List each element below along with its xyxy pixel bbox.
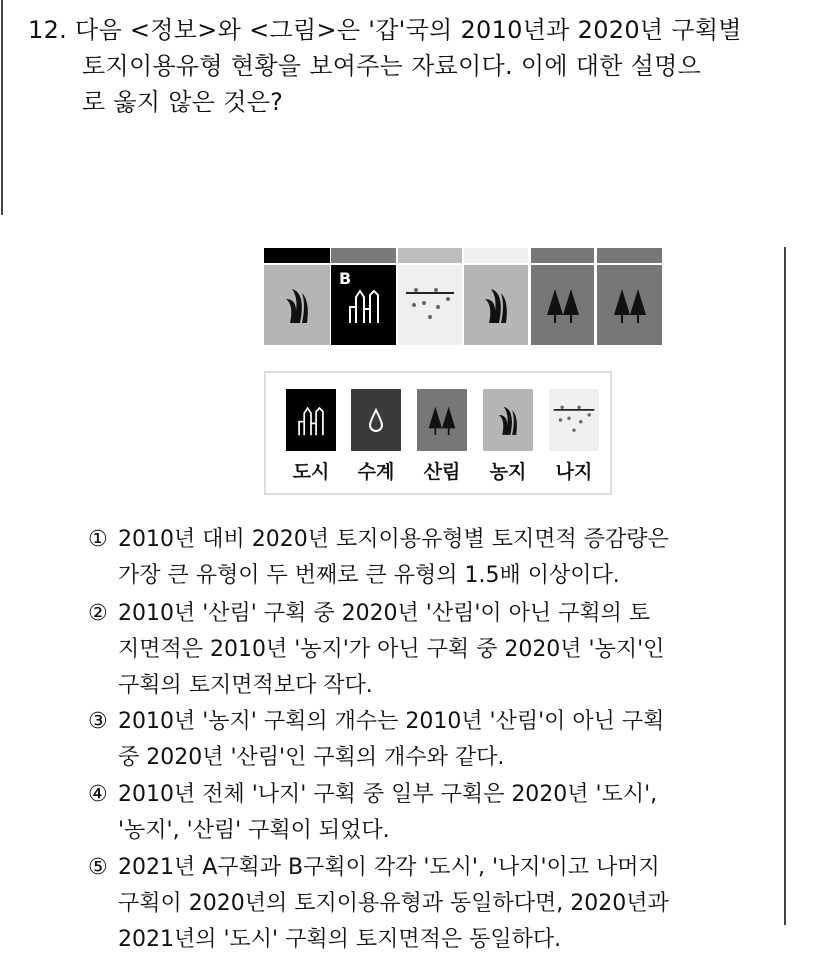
- option-line: 2010년 '산림' 구획 중 2020년 '산림'이 아닌 구획의 토: [118, 601, 651, 626]
- grid-cell-forest: [597, 265, 662, 345]
- legend-item-farmland: [483, 389, 533, 484]
- question-stem: [28, 12, 742, 120]
- grid-cell-top: [531, 248, 594, 263]
- grid-cell-farmland: [264, 265, 330, 345]
- answer-option-1[interactable]: [88, 522, 669, 594]
- city-icon: [296, 403, 326, 437]
- question-line: 로 옳지 않은 것은?: [82, 88, 284, 116]
- legend-label: 수계: [357, 461, 395, 483]
- question-line: 토지이용유형 현황을 보여주는 자료이다. 이에 대한 설명으: [82, 52, 702, 80]
- left-border: [1, 0, 3, 215]
- farmland-icon: [494, 403, 522, 437]
- forest-icon: [427, 403, 457, 437]
- forest-icon: [612, 285, 648, 325]
- parcel-label-b: B: [339, 269, 352, 288]
- option-line: '농지', '산림' 구획이 되었다.: [118, 818, 390, 843]
- grid-cell-top: [464, 248, 528, 263]
- answer-option-3[interactable]: [88, 704, 664, 776]
- option-line: 구획이 2020년의 토지이용유형과 동일하다면, 2020년과: [118, 891, 669, 916]
- city-icon: [347, 285, 381, 325]
- option-line: 2021년 A구획과 B구획이 각각 '도시', '나지'이고 나머지: [118, 855, 660, 880]
- question-line: 12. 다음 <정보>와 <그림>은 '갑'국의 2010년과 2020년 구획별: [28, 16, 742, 44]
- option-line: 지면적은 2010년 '농지'가 아닌 구획 중 2020년 '농지'인: [118, 637, 665, 662]
- farmland-icon: [479, 285, 513, 325]
- water-drop-icon: [368, 408, 384, 432]
- legend-item-water: [351, 389, 401, 484]
- grid-cell-top: [264, 248, 330, 263]
- answer-option-5[interactable]: [88, 850, 669, 958]
- legend-label: 산림: [423, 461, 461, 483]
- legend-label: 나지: [555, 461, 593, 483]
- option-line: 2010년 전체 '나지' 구획 중 일부 구획은 2020년 '도시',: [118, 782, 658, 807]
- option-number: ④: [88, 782, 108, 807]
- grid-cell-city-b: [331, 265, 396, 345]
- legend-label: 농지: [489, 461, 527, 483]
- legend-item-bare-land: [549, 389, 599, 484]
- option-line: 구획의 토지면적보다 작다.: [118, 673, 373, 698]
- option-number: ①: [88, 527, 108, 552]
- legend: [264, 371, 612, 495]
- forest-icon: [545, 285, 581, 325]
- legend-label: 도시: [292, 461, 330, 483]
- answer-option-4[interactable]: [88, 777, 657, 849]
- bare-land-icon: [552, 403, 596, 437]
- grid-cell-top: [331, 248, 396, 263]
- grid-cell-bare-land: [398, 265, 462, 345]
- option-line: 중 2020년 '산림'인 구획의 개수와 같다.: [118, 745, 505, 770]
- option-line: 2010년 '농지' 구획의 개수는 2010년 '산림'이 아닌 구획: [118, 709, 665, 734]
- bare-land-icon: [404, 285, 456, 325]
- option-number: ⑤: [88, 855, 108, 880]
- legend-item-forest: [417, 389, 467, 484]
- option-number: ③: [88, 709, 108, 734]
- option-line: 2010년 대비 2020년 토지이용유형별 토지면적 증감량은: [118, 527, 669, 552]
- option-line: 2021년의 '도시' 구획의 토지면적은 동일하다.: [118, 927, 562, 952]
- grid-cell-farmland: [464, 265, 528, 345]
- right-border: [784, 247, 786, 925]
- legend-item-city: [286, 389, 336, 484]
- grid-cell-top: [398, 248, 462, 263]
- answer-option-2[interactable]: [88, 596, 664, 704]
- option-number: ②: [88, 601, 108, 626]
- farmland-icon: [280, 285, 314, 325]
- option-line: 가장 큰 유형이 두 번째로 큰 유형의 1.5배 이상이다.: [118, 563, 620, 588]
- grid-cell-forest: [531, 265, 594, 345]
- grid-cell-top: [597, 248, 662, 263]
